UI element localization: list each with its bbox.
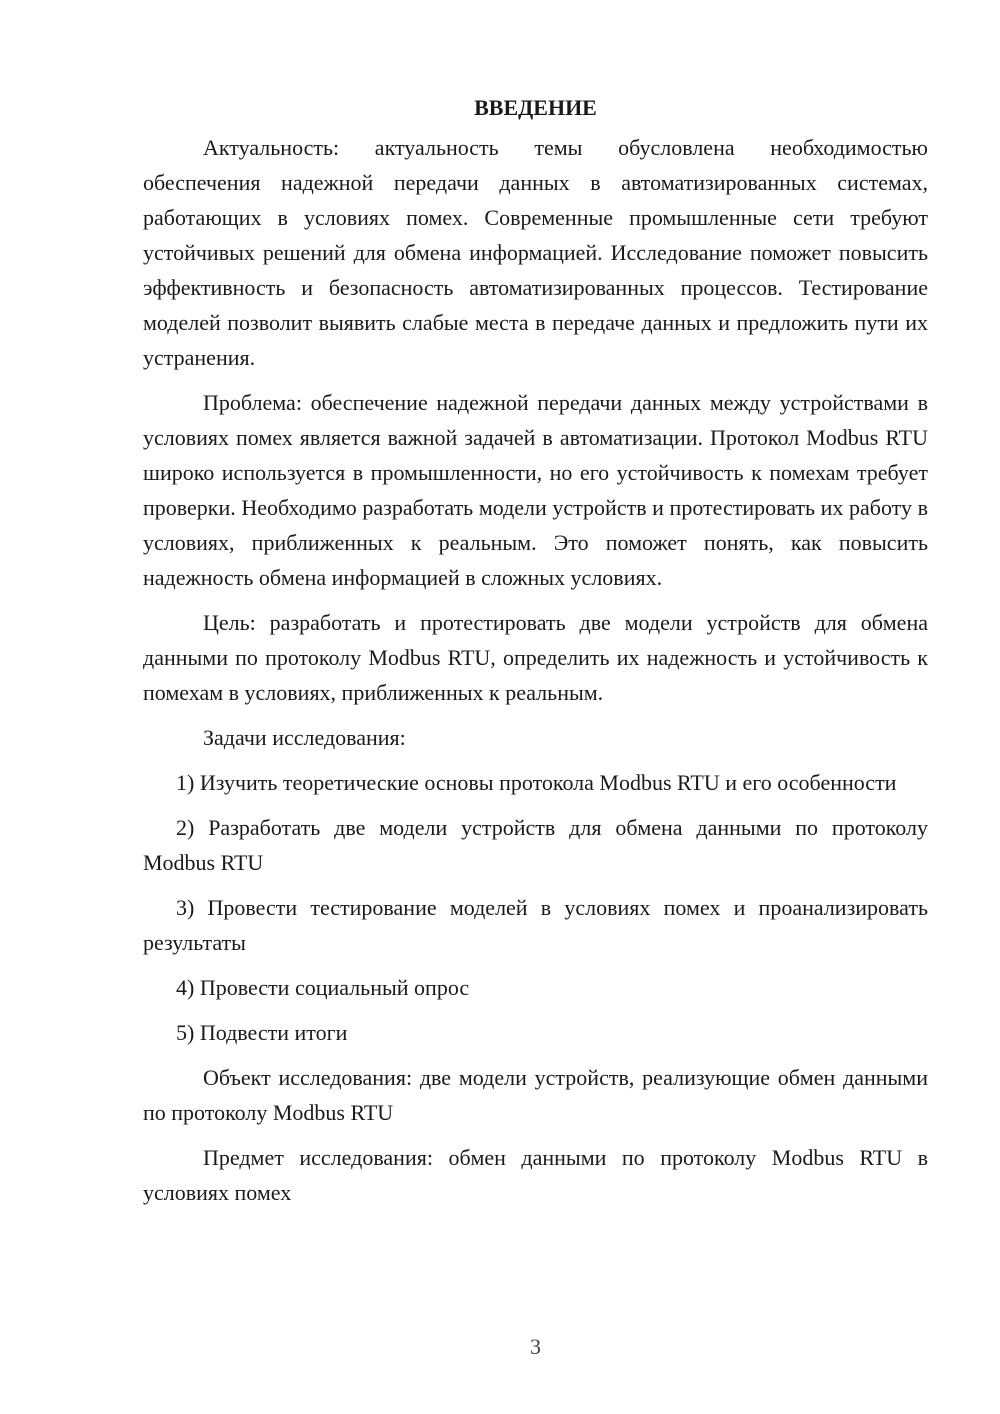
paragraph-relevance: Актуальность: актуальность темы обусловлена необходимостью обеспечения надежной передачи данных в автоматизированных системах, работающих в условиях помех. Современные промышленные сети требуют устойчивых решений для обмена информацией. Исследование поможет повысить эффективность и безопасность автоматизированных процессов. Тестирование моделей позволит выявить слабые места в передаче данных и предложить пути их устранения. xyxy=(143,135,928,370)
task-item-4: 4) Провести социальный опрос xyxy=(176,975,470,1000)
page-title: ВВЕДЕНИЕ xyxy=(474,95,597,120)
page-number: 3 xyxy=(530,1334,541,1359)
task-item-5: 5) Подвести итоги xyxy=(176,1020,348,1045)
paragraph-tasks-heading: Задачи исследования: xyxy=(203,725,406,750)
document-page xyxy=(143,90,928,1220)
paragraph-problem: Проблема: обеспечение надежной передачи данных между устройствами в условиях помех является важной задачей в автоматизации. Протокол Modbus RTU широко используется в промышленности, но его устойчивость к помехам требует проверки. Необходимо разработать модели устройств и протестировать их работу в условиях, приближенных к реальным. Это поможет понять, как повысить надежность обмена информацией в сложных условиях. xyxy=(143,390,928,590)
task-item-2: 2) Разработать две модели устройств для обмена данными по протоколу Modbus RTU xyxy=(143,815,928,875)
task-item-3: 3) Провести тестирование моделей в условиях помех и проанализировать результаты xyxy=(143,895,928,955)
paragraph-goal: Цель: разработать и протестировать две модели устройств для обмена данными по протоколу Modbus RTU, определить их надежность и устойчивость к помехам в условиях, приближенных к реальным. xyxy=(143,610,928,705)
paragraph-object: Объект исследования: две модели устройств, реализующие обмен данными по протоколу Modbus RTU xyxy=(143,1065,928,1125)
task-item-1: 1) Изучить теоретические основы протокола Modbus RTU и его особенности xyxy=(176,770,897,795)
paragraph-subject: Предмет исследования: обмен данными по протоколу Modbus RTU в условиях помех xyxy=(143,1145,928,1205)
